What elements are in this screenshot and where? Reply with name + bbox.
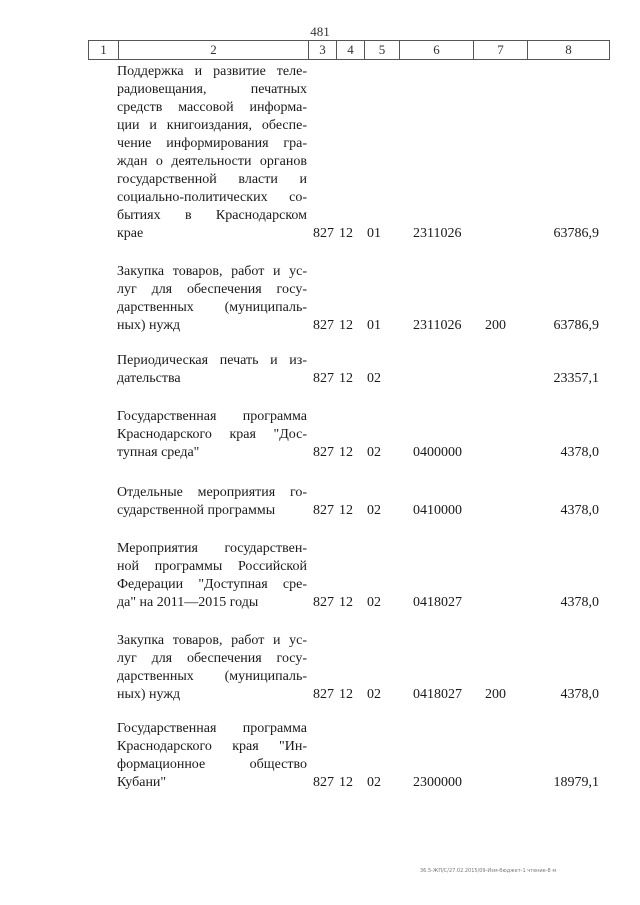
- cell-col-4: 12: [339, 687, 353, 702]
- description-line: тупная среда": [117, 445, 200, 460]
- description-line: ных) нужд: [117, 318, 181, 333]
- cell-col-5: 02: [367, 595, 381, 610]
- header-cell-5: 5: [364, 41, 399, 59]
- table-row: [117, 263, 607, 335]
- cell-col-6: 2311026: [413, 318, 462, 333]
- description-line: Государственная программа: [117, 721, 307, 736]
- header-cell-4: 4: [336, 41, 364, 59]
- cell-col-5: 02: [367, 503, 381, 518]
- description-line: Периодическая печать и из-: [117, 353, 307, 368]
- cell-col-3: 827: [313, 371, 334, 386]
- description-line: радиовещания, печатных: [117, 82, 307, 97]
- header-cell-1: 1: [100, 42, 107, 57]
- description-line: Закупка товаров, работ и ус-: [117, 264, 307, 279]
- row-description: [117, 352, 307, 388]
- table-row: [117, 484, 607, 520]
- cell-col-8: 4378,0: [560, 503, 599, 518]
- row-description: [117, 540, 307, 612]
- description-line: ной программы Российской: [117, 559, 307, 574]
- table-row: [117, 720, 607, 792]
- cell-col-6: 0400000: [413, 445, 462, 460]
- description-line: сударственной программы: [117, 503, 276, 518]
- header-cell-2: 2: [118, 41, 308, 59]
- row-description: [117, 63, 307, 243]
- cell-col-6: 0410000: [413, 503, 462, 518]
- row-description: [117, 408, 307, 462]
- cell-col-4: 12: [339, 503, 353, 518]
- header-cell-6: 6: [399, 41, 473, 59]
- table-row: [117, 408, 607, 462]
- row-description: [117, 484, 307, 520]
- cell-col-5: 02: [367, 371, 381, 386]
- cell-col-3: 827: [313, 775, 334, 790]
- cell-col-5: 02: [367, 687, 381, 702]
- cell-col-8: 4378,0: [560, 687, 599, 702]
- description-line: Поддержка и развитие теле-: [117, 64, 307, 79]
- row-description: [117, 263, 307, 335]
- cell-col-8: 4378,0: [560, 595, 599, 610]
- cell-col-5: 02: [367, 775, 381, 790]
- description-line: бытиях в Краснодарском: [117, 208, 307, 223]
- cell-col-8: 4378,0: [560, 445, 599, 460]
- cell-col-8: 23357,1: [553, 371, 599, 386]
- footer-note: 36.5-ЖП/С/27.02.2015/09-Изм-бюджет-1 чтение-8 м: [420, 868, 557, 874]
- row-description: [117, 720, 307, 792]
- table-row: [117, 63, 607, 243]
- page-number: 481: [310, 24, 330, 39]
- cell-col-8: 63786,9: [553, 318, 599, 333]
- cell-col-4: 12: [339, 445, 353, 460]
- description-line: Мероприятия государствен-: [117, 541, 307, 556]
- header-cell-8: 8: [527, 41, 609, 59]
- description-line: Государственная программа: [117, 409, 307, 424]
- cell-col-4: 12: [339, 318, 353, 333]
- table-row: [117, 632, 607, 704]
- description-line: Закупка товаров, работ и ус-: [117, 633, 307, 648]
- row-description: [117, 632, 307, 704]
- description-line: луг для обеспечения госу-: [117, 282, 307, 297]
- description-line: луг для обеспечения госу-: [117, 651, 307, 666]
- cell-col-3: 827: [313, 595, 334, 610]
- description-line: дарственных (муниципаль-: [117, 669, 307, 684]
- description-line: Кубани": [117, 775, 167, 790]
- description-line: Краснодарского края "Дос-: [117, 427, 307, 442]
- cell-col-7: 200: [485, 687, 506, 702]
- table-row: [117, 352, 607, 388]
- cell-col-3: 827: [313, 687, 334, 702]
- table-header-row: [88, 40, 610, 60]
- description-line: чение информирования гра-: [117, 136, 307, 151]
- cell-col-6: 0418027: [413, 595, 462, 610]
- cell-col-8: 63786,9: [553, 226, 599, 241]
- cell-col-4: 12: [339, 226, 353, 241]
- cell-col-7: 200: [485, 318, 506, 333]
- cell-col-8: 18979,1: [553, 775, 599, 790]
- cell-col-3: 827: [313, 503, 334, 518]
- description-line: дательства: [117, 371, 181, 386]
- cell-col-5: 01: [367, 318, 381, 333]
- cell-col-6: 2311026: [413, 226, 462, 241]
- description-line: Федерации "Доступная сре-: [117, 577, 307, 592]
- cell-col-3: 827: [313, 318, 334, 333]
- description-line: крае: [117, 226, 144, 241]
- description-line: дарственных (муниципаль-: [117, 300, 307, 315]
- cell-col-5: 01: [367, 226, 381, 241]
- description-line: государственной власти и: [117, 172, 307, 187]
- description-line: Краснодарского края "Ин-: [117, 739, 307, 754]
- description-line: социально-политических со-: [117, 190, 307, 205]
- cell-col-5: 02: [367, 445, 381, 460]
- description-line: ждан о деятельности органов: [117, 154, 307, 169]
- description-line: да" на 2011—2015 годы: [117, 595, 259, 610]
- cell-col-6: 2300000: [413, 775, 462, 790]
- cell-col-4: 12: [339, 371, 353, 386]
- cell-col-4: 12: [339, 775, 353, 790]
- cell-col-4: 12: [339, 595, 353, 610]
- description-line: формационное общество: [117, 757, 307, 772]
- cell-col-6: 0418027: [413, 687, 462, 702]
- header-cell-3: 3: [308, 41, 336, 59]
- header-cell-7: 7: [473, 41, 527, 59]
- description-line: Отдельные мероприятия го-: [117, 485, 307, 500]
- cell-col-3: 827: [313, 445, 334, 460]
- description-line: ных) нужд: [117, 687, 181, 702]
- cell-col-3: 827: [313, 226, 334, 241]
- description-line: средств массовой информа-: [117, 100, 307, 115]
- table-row: [117, 540, 607, 612]
- description-line: ции и книгоиздания, обеспе-: [117, 118, 307, 133]
